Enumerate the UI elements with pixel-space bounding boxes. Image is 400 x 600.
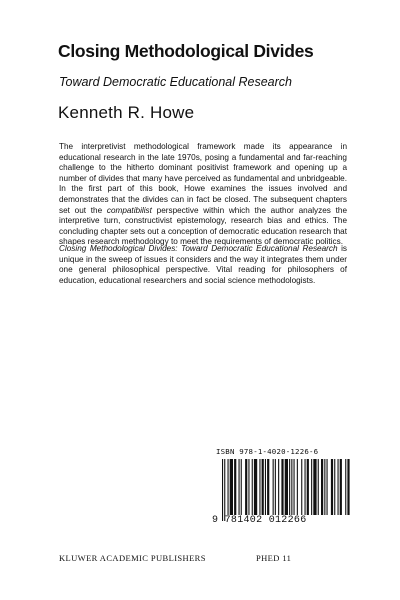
barcode-bar xyxy=(241,459,242,515)
publisher-name: KLUWER ACADEMIC PUBLISHERS xyxy=(59,553,206,563)
description-emphasis: compatibilist xyxy=(106,205,152,215)
barcode-bar xyxy=(338,459,339,515)
description-text: is unique in the sweep of issues it considers and the way it integrates them under one general philosophical perspective. Vital reading for philosophers of education, educational researchers and social science methodologists. xyxy=(59,244,348,285)
barcode-bar xyxy=(291,459,292,515)
barcode-bar xyxy=(313,459,316,515)
barcode-bar xyxy=(321,459,323,515)
barcode-bar xyxy=(297,459,298,515)
barcode-bar xyxy=(311,459,312,515)
barcode-bar xyxy=(224,459,225,521)
barcode-bar xyxy=(331,459,333,515)
isbn-label: ISBN 978-1-4020-1226-6 xyxy=(216,447,319,456)
barcode-digits: 9 781402 012266 xyxy=(212,515,307,526)
barcode-bar xyxy=(259,459,260,515)
barcode-bar xyxy=(267,459,269,515)
book-author: Kenneth R. Howe xyxy=(58,103,195,122)
description-paragraph-1 xyxy=(59,142,347,248)
barcode-bar xyxy=(285,459,288,515)
description-text: The interpretivist methodological framework made its appearance in educational research in the late 1970s, posing a fundamental and far-reaching challenge to the hitherto dominant positivist framework and opening up a number of divides that many have perceived as fundamental and unbridgeable. In the first part of this book, Howe examines the issues involved and demonstrates that the divides can in fact be closed. The subsequent chapters set out the xyxy=(59,142,347,215)
barcode-bar xyxy=(275,459,276,515)
barcode-bar xyxy=(248,459,249,515)
barcode-bar xyxy=(334,459,335,515)
barcode-bar xyxy=(294,459,295,515)
barcode-bar xyxy=(273,459,274,515)
book-title: Closing Methodological Divides xyxy=(58,41,314,61)
barcode-bar xyxy=(301,459,302,515)
barcode-bar xyxy=(230,459,233,515)
barcode-bar xyxy=(278,459,279,515)
barcode-bar xyxy=(289,459,290,515)
description-emphasis: Closing Methodological Divides: Toward Democratic Educational Research xyxy=(59,244,338,253)
barcode-bar xyxy=(324,459,325,515)
description-text: perspective within which the author analyzes the interpretive turn, constructivist epistemology, research bias and ethics. The concluding chapter sets out a conception of democratic education research that shapes research methodology to meet the requirements of democratic politics. xyxy=(59,205,348,247)
barcode-bar xyxy=(265,459,266,515)
barcode-bar xyxy=(347,459,349,515)
barcode-bar xyxy=(281,459,283,515)
barcode-bar xyxy=(305,459,306,515)
barcode-bar xyxy=(345,459,346,515)
description-paragraph-2 xyxy=(59,244,347,286)
barcode-bar xyxy=(262,459,264,515)
series-code: PHED 11 xyxy=(256,553,292,563)
barcode-bar xyxy=(327,459,328,515)
book-subtitle: Toward Democratic Educational Research xyxy=(59,75,292,89)
barcode-bar xyxy=(307,459,309,515)
barcode-bar xyxy=(228,459,229,515)
barcode-bar xyxy=(222,459,223,521)
barcode-bar xyxy=(340,459,342,515)
barcode-bar xyxy=(254,459,257,515)
barcode-bar xyxy=(234,459,236,515)
barcode-bar xyxy=(245,459,247,515)
barcode xyxy=(212,449,354,525)
barcode-bar xyxy=(239,459,240,515)
barcode-bar xyxy=(318,459,319,515)
barcode-bar xyxy=(252,459,253,515)
